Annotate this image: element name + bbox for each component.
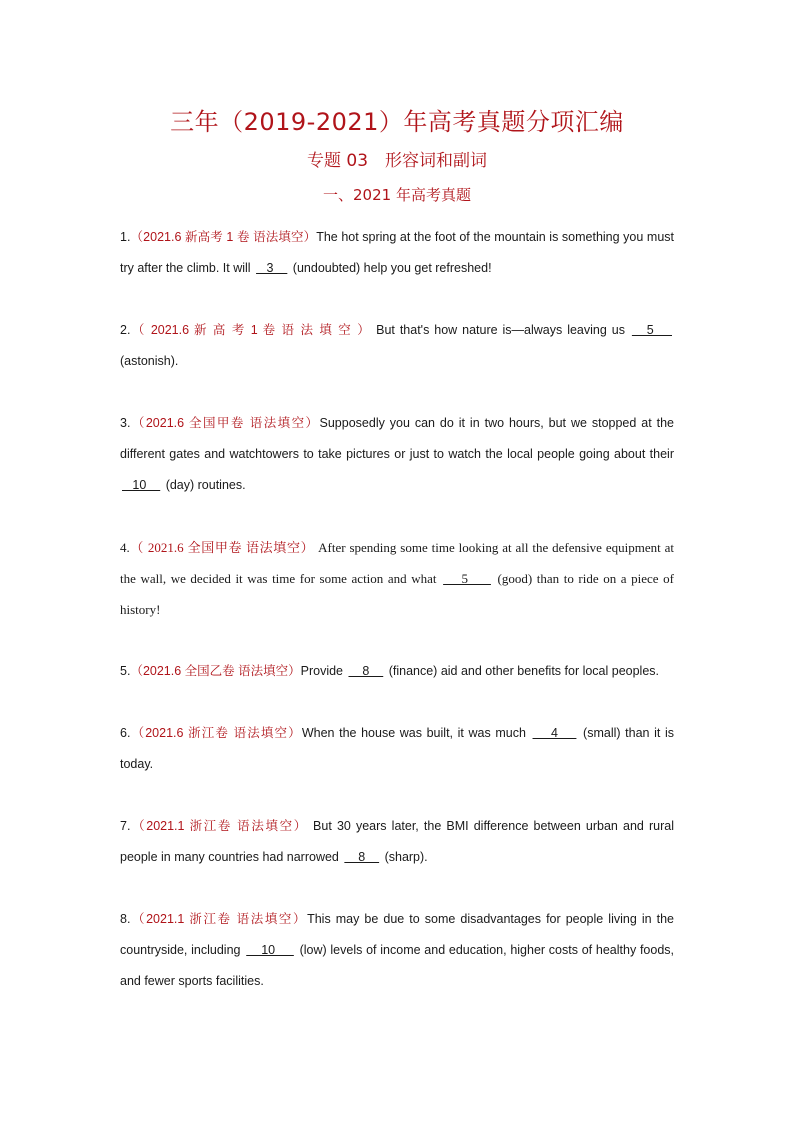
question-source: （2021.1 浙江卷 语法填空） xyxy=(130,912,308,926)
question-source: （2021.6 全国乙卷 语法填空） xyxy=(130,664,301,678)
question-item-6 xyxy=(120,718,674,780)
question-text-after: (small) than it is today. xyxy=(120,726,674,771)
answer-blank: 8 xyxy=(348,664,384,678)
answer-blank: 5 xyxy=(631,323,672,337)
question-source: （2021.1 浙江卷 语法填空） xyxy=(130,819,308,833)
question-text-after: (undoubted) help you get refreshed! xyxy=(289,261,492,275)
answer-blank: 3 xyxy=(256,261,288,275)
question-source: （ 2021.6 全国甲卷 语法填空） xyxy=(129,540,315,555)
question-number: 6. xyxy=(120,726,131,740)
question-number: 3. xyxy=(120,416,131,430)
question-text-after: (astonish). xyxy=(120,354,179,368)
page-subtitle: 专题 03 形容词和副词 xyxy=(306,151,488,171)
question-item-2 xyxy=(120,315,674,377)
answer-blank: 10 xyxy=(122,478,161,492)
answer-blank: 4 xyxy=(532,726,577,740)
question-source: （2021.6 新高考 1 卷 语法填空） xyxy=(130,230,317,244)
question-text-before: But that's how nature is—always leaving us xyxy=(371,323,630,337)
question-text-after: (sharp). xyxy=(381,850,428,864)
question-source: （ 2021.6 新 高 考 1 卷 语 法 填 空 ） xyxy=(130,323,372,337)
question-source: （2021.6 全国甲卷 语法填空） xyxy=(130,416,320,430)
question-text-before: Provide xyxy=(300,664,347,678)
question-text-after: (finance) aid and other benefits for local peoples. xyxy=(385,664,660,678)
question-number: 1. xyxy=(120,230,131,244)
question-text-before: When the house was built, it was much xyxy=(301,726,531,740)
question-item-5 xyxy=(120,656,674,687)
question-item-3 xyxy=(120,408,674,501)
question-number: 7. xyxy=(120,819,131,833)
question-text-before: But 30 years later, the BMI difference between urban and rural people in many countries had narrowed xyxy=(120,819,674,864)
question-list xyxy=(120,222,674,1028)
answer-blank: 10 xyxy=(246,943,294,957)
question-text-before: The hot spring at the foot of the mountain is something you must try after the climb. It will xyxy=(120,230,675,275)
answer-blank: 5 xyxy=(443,571,491,586)
page-title: 三年（2019-2021）年高考真题分项汇编 xyxy=(170,108,624,136)
question-number: 2. xyxy=(120,323,131,337)
question-text-before: Supposedly you can do it in two hours, but we stopped at the different gates and watchtowers to take pictures or just to watch the local people going about their xyxy=(120,416,674,461)
section-heading: 一、2021 年高考真题 xyxy=(323,186,471,204)
question-item-4 xyxy=(120,532,674,625)
question-item-1 xyxy=(120,222,674,284)
answer-blank: 8 xyxy=(344,850,380,864)
question-source: （2021.6 浙江卷 语法填空） xyxy=(130,726,302,740)
question-number: 4. xyxy=(120,540,130,555)
question-number: 5. xyxy=(120,664,131,678)
question-number: 8. xyxy=(120,912,131,926)
question-text-before: This may be due to some disadvantages for people living in the countryside, including xyxy=(120,912,674,957)
question-text-before: After spending some time looking at all the defensive equipment at the wall, we decided it was time for some action and what xyxy=(120,540,674,586)
question-item-8 xyxy=(120,904,674,997)
question-text-after: (day) routines. xyxy=(162,478,246,492)
question-item-7 xyxy=(120,811,674,873)
question-text-after: (low) levels of income and education, higher costs of healthy foods, and fewer sports facilities. xyxy=(120,943,674,988)
question-text-after: (good) than to ride on a piece of history! xyxy=(120,571,674,617)
